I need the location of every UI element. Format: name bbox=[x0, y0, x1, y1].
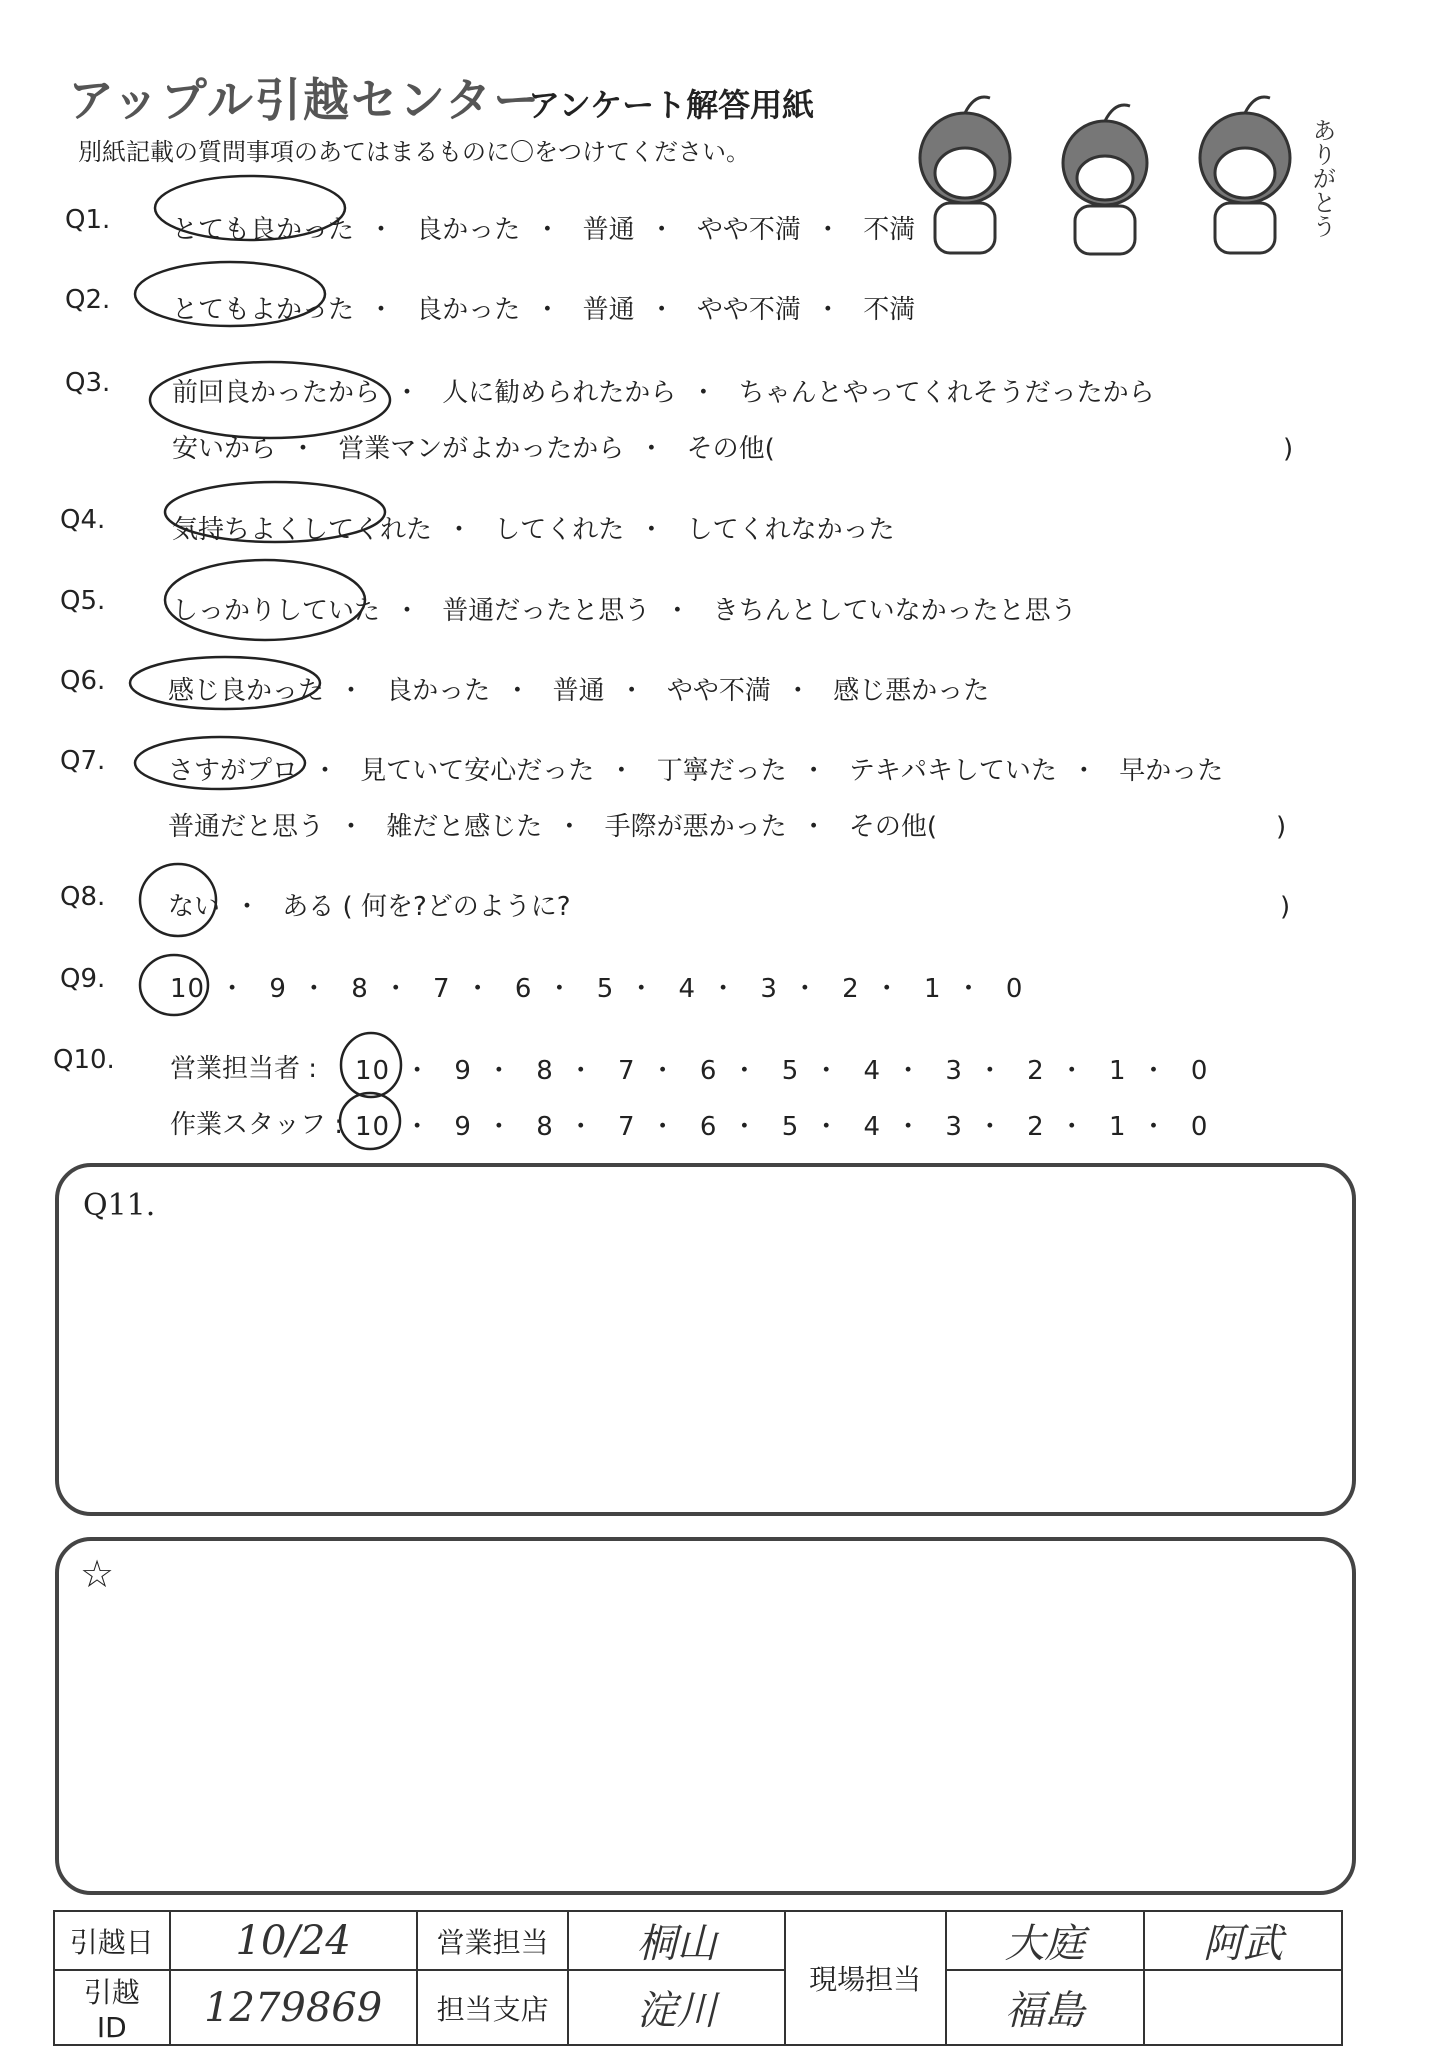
q8-label: Q8. bbox=[60, 882, 106, 912]
q10-sales-score[interactable]: 7 bbox=[618, 1056, 636, 1086]
q6-option[interactable]: やや不満 bbox=[666, 676, 771, 706]
q9-score[interactable]: 4 bbox=[678, 974, 697, 1004]
q10-staff-score[interactable]: 8 bbox=[536, 1112, 554, 1142]
q7-option[interactable]: 丁寧だった bbox=[656, 756, 787, 786]
q7-options-line2: 普通だと思う ・ 雑だと感じた ・ 手際が悪かった ・ その他( bbox=[168, 812, 938, 842]
q4-selected-circle bbox=[165, 482, 385, 542]
site-staff-3[interactable]: 福島 bbox=[946, 1970, 1144, 2045]
q5-option[interactable]: きちんとしていなかったと思う bbox=[712, 596, 1077, 626]
q2-option[interactable]: とてもよかった bbox=[172, 295, 355, 325]
q4-option[interactable]: してくれた bbox=[494, 515, 625, 545]
q8-close-paren: ) bbox=[1280, 892, 1291, 922]
q9-score[interactable]: 1 bbox=[924, 974, 942, 1004]
q10-sales-score[interactable]: 6 bbox=[699, 1056, 718, 1086]
q2-option[interactable]: 普通 bbox=[582, 295, 635, 325]
q5-option[interactable]: しっかりしていた bbox=[172, 596, 381, 626]
mascot-thanks-text: ありがとう bbox=[1308, 118, 1336, 238]
q7-option[interactable]: さすがプロ bbox=[168, 756, 299, 786]
q9-selected-circle bbox=[140, 955, 208, 1015]
q10-staff-score[interactable]: 0 bbox=[1190, 1112, 1209, 1142]
q10-staff-score[interactable]: 10 bbox=[355, 1112, 391, 1142]
q10-sales-label: 営業担当者 : bbox=[170, 1054, 318, 1084]
q9-score[interactable]: 5 bbox=[596, 974, 615, 1004]
q2-option[interactable]: 不満 bbox=[863, 295, 916, 325]
q1-option[interactable]: 良かった bbox=[416, 215, 521, 245]
q7-close-paren: ) bbox=[1276, 812, 1287, 842]
q10-label: Q10. bbox=[53, 1045, 115, 1075]
q10-staff-score[interactable]: 9 bbox=[454, 1112, 472, 1142]
q1-option[interactable]: 普通 bbox=[582, 215, 635, 245]
q2-option[interactable]: 良かった bbox=[416, 295, 521, 325]
site-staff-label: 現場担当 bbox=[785, 1911, 946, 2045]
q3-option[interactable]: ちゃんとやってくれそうだったから bbox=[738, 378, 1155, 408]
q9-score[interactable]: 3 bbox=[760, 974, 778, 1004]
q2-option[interactable]: やや不満 bbox=[696, 295, 801, 325]
q10-sales-selected-circle bbox=[341, 1033, 401, 1097]
q6-options: 感じ良かった ・ 良かった ・ 普通 ・ やや不満 ・ 感じ悪かった bbox=[168, 676, 990, 706]
instruction-text: 別紙記載の質問事項のあてはまるものに〇をつけてください。 bbox=[78, 138, 750, 166]
q7-option[interactable]: 早かった bbox=[1119, 756, 1224, 786]
q10-staff-scale: 10 ・ 9 ・ 8 ・ 7 ・ 6 ・ 5 ・ 4 ・ 3 ・ 2 ・ 1 ・ 0 bbox=[355, 1112, 1209, 1142]
q3-option[interactable]: 人に勧められたから bbox=[442, 378, 677, 408]
q10-sales-score[interactable]: 10 bbox=[355, 1056, 391, 1086]
sales-rep-value[interactable]: 桐山 bbox=[568, 1911, 784, 1970]
q7-option[interactable]: テキパキしていた bbox=[848, 756, 1057, 786]
q8-options: ない ・ ある ( 何を?どのように? bbox=[168, 892, 571, 922]
site-staff-2[interactable]: 阿武 bbox=[1144, 1911, 1342, 1970]
q3-options-line1: 前回良かったから ・ 人に勧められたから ・ ちゃんとやってくれそうだったから bbox=[172, 378, 1155, 408]
q10-staff-label: 作業スタッフ : bbox=[170, 1110, 344, 1140]
q10-sales-score[interactable]: 0 bbox=[1190, 1056, 1209, 1086]
q9-score[interactable]: 7 bbox=[433, 974, 451, 1004]
q10-staff-score[interactable]: 7 bbox=[618, 1112, 636, 1142]
q9-label: Q9. bbox=[60, 964, 106, 994]
q10-sales-score[interactable]: 4 bbox=[863, 1056, 882, 1086]
q2-label: Q2. bbox=[65, 285, 111, 315]
q9-score[interactable]: 9 bbox=[269, 974, 287, 1004]
q8-option-detail[interactable]: ある ( 何を?どのように? bbox=[282, 892, 571, 922]
moving-date-label: 引越日 bbox=[54, 1911, 170, 1970]
q5-selected-circle bbox=[165, 560, 365, 640]
q10-staff-score[interactable]: 3 bbox=[945, 1112, 963, 1142]
q1-selected-circle bbox=[155, 176, 345, 240]
q10-staff-score[interactable]: 2 bbox=[1027, 1112, 1045, 1142]
q10-sales-score[interactable]: 2 bbox=[1027, 1056, 1045, 1086]
q5-option[interactable]: 普通だったと思う bbox=[442, 596, 651, 626]
q1-option[interactable]: 不満 bbox=[863, 215, 916, 245]
moving-id-label: 引越 ID bbox=[54, 1970, 170, 2045]
q6-option[interactable]: 良かった bbox=[386, 676, 491, 706]
q9-score[interactable]: 2 bbox=[842, 974, 860, 1004]
q3-option[interactable]: 安いから bbox=[172, 434, 277, 464]
q10-staff-score[interactable]: 1 bbox=[1109, 1112, 1127, 1142]
q2-options: とてもよかった ・ 良かった ・ 普通 ・ やや不満 ・ 不満 bbox=[172, 295, 916, 325]
q7-option[interactable]: 見ていて安心だった bbox=[360, 756, 595, 786]
q4-option[interactable]: 気持ちよくしてくれた bbox=[172, 515, 433, 545]
brand-title: アップル引越センター bbox=[68, 73, 542, 127]
footer-info-table bbox=[53, 1910, 1343, 2046]
q10-sales-score[interactable]: 5 bbox=[781, 1056, 800, 1086]
q1-label: Q1. bbox=[65, 205, 111, 235]
q2-selected-circle bbox=[135, 262, 325, 326]
q8-option[interactable]: ない bbox=[168, 892, 221, 922]
q10-staff-score[interactable]: 5 bbox=[781, 1112, 800, 1142]
q10-sales-score[interactable]: 8 bbox=[536, 1056, 554, 1086]
star-comment-box[interactable] bbox=[55, 1537, 1356, 1895]
q3-option-other[interactable]: その他( bbox=[686, 434, 775, 464]
q1-options: とても良かった ・ 良かった ・ 普通 ・ やや不満 ・ 不満 bbox=[172, 215, 916, 245]
q6-option[interactable]: 感じ悪かった bbox=[833, 676, 990, 706]
q6-option[interactable]: 普通 bbox=[552, 676, 605, 706]
form-subtitle: アンケート解答用紙 bbox=[528, 86, 815, 124]
site-staff-empty[interactable] bbox=[1144, 1970, 1342, 2045]
branch-label: 担当支店 bbox=[417, 1970, 569, 2045]
q8-selected-circle bbox=[140, 864, 216, 936]
q10-sales-scale: 10 ・ 9 ・ 8 ・ 7 ・ 6 ・ 5 ・ 4 ・ 3 ・ 2 ・ 1 ・ 0 bbox=[355, 1056, 1209, 1086]
sales-rep-label: 営業担当 bbox=[417, 1911, 569, 1970]
q3-options-line2: 安いから ・ 営業マンがよかったから ・ その他( bbox=[172, 434, 775, 464]
q4-label: Q4. bbox=[60, 505, 106, 535]
site-staff-1[interactable]: 大庭 bbox=[946, 1911, 1144, 1970]
q3-label: Q3. bbox=[65, 368, 111, 398]
q3-option[interactable]: 営業マンがよかったから bbox=[338, 434, 625, 464]
q9-score[interactable]: 6 bbox=[514, 974, 533, 1004]
q11-comment-box[interactable] bbox=[55, 1163, 1356, 1516]
q9-score[interactable]: 0 bbox=[1005, 974, 1024, 1004]
branch-value[interactable]: 淀川 bbox=[568, 1970, 784, 2045]
star-icon: ☆ bbox=[80, 1552, 115, 1596]
q9-scale: 10 ・ 9 ・ 8 ・ 7 ・ 6 ・ 5 ・ 4 ・ 3 ・ 2 ・ 1 ・ 0 bbox=[170, 974, 1024, 1004]
q7-label: Q7. bbox=[60, 746, 106, 776]
q3-selected-circle bbox=[150, 362, 390, 438]
q4-option[interactable]: してくれなかった bbox=[686, 515, 895, 545]
q9-score[interactable]: 10 bbox=[170, 974, 206, 1004]
q5-label: Q5. bbox=[60, 586, 106, 616]
q10-sales-score[interactable]: 9 bbox=[454, 1056, 472, 1086]
q10-staff-score[interactable]: 6 bbox=[699, 1112, 718, 1142]
q3-option[interactable]: 前回良かったから bbox=[172, 378, 381, 408]
q9-score[interactable]: 8 bbox=[351, 974, 369, 1004]
moving-date-value[interactable]: 10/24 bbox=[170, 1911, 417, 1970]
q7-option[interactable]: 普通だと思う bbox=[168, 812, 325, 842]
q7-option-other[interactable]: その他( bbox=[848, 812, 938, 842]
q1-option[interactable]: やや不満 bbox=[696, 215, 801, 245]
q6-label: Q6. bbox=[60, 666, 106, 696]
q11-label: Q11. bbox=[83, 1188, 156, 1223]
q1-option[interactable]: とても良かった bbox=[172, 215, 355, 245]
moving-id-value[interactable]: 1279869 bbox=[170, 1970, 417, 2045]
q6-selected-circle bbox=[130, 657, 320, 709]
q7-options-line1: さすがプロ ・ 見ていて安心だった ・ 丁寧だった ・ テキパキしていた ・ 早かった bbox=[168, 756, 1224, 786]
q7-option[interactable]: 雑だと感じた bbox=[386, 812, 543, 842]
q10-sales-score[interactable]: 3 bbox=[945, 1056, 963, 1086]
q5-options: しっかりしていた ・ 普通だったと思う ・ きちんとしていなかったと思う bbox=[172, 596, 1077, 626]
q10-staff-selected-circle bbox=[340, 1093, 400, 1149]
q4-options: 気持ちよくしてくれた ・ してくれた ・ してくれなかった bbox=[172, 515, 895, 545]
q10-staff-score[interactable]: 4 bbox=[863, 1112, 882, 1142]
q7-selected-circle bbox=[135, 737, 305, 789]
q3-close-paren: ) bbox=[1283, 434, 1294, 464]
q6-option[interactable]: 感じ良かった bbox=[168, 676, 325, 706]
q10-sales-score[interactable]: 1 bbox=[1109, 1056, 1127, 1086]
q7-option[interactable]: 手際が悪かった bbox=[604, 812, 787, 842]
